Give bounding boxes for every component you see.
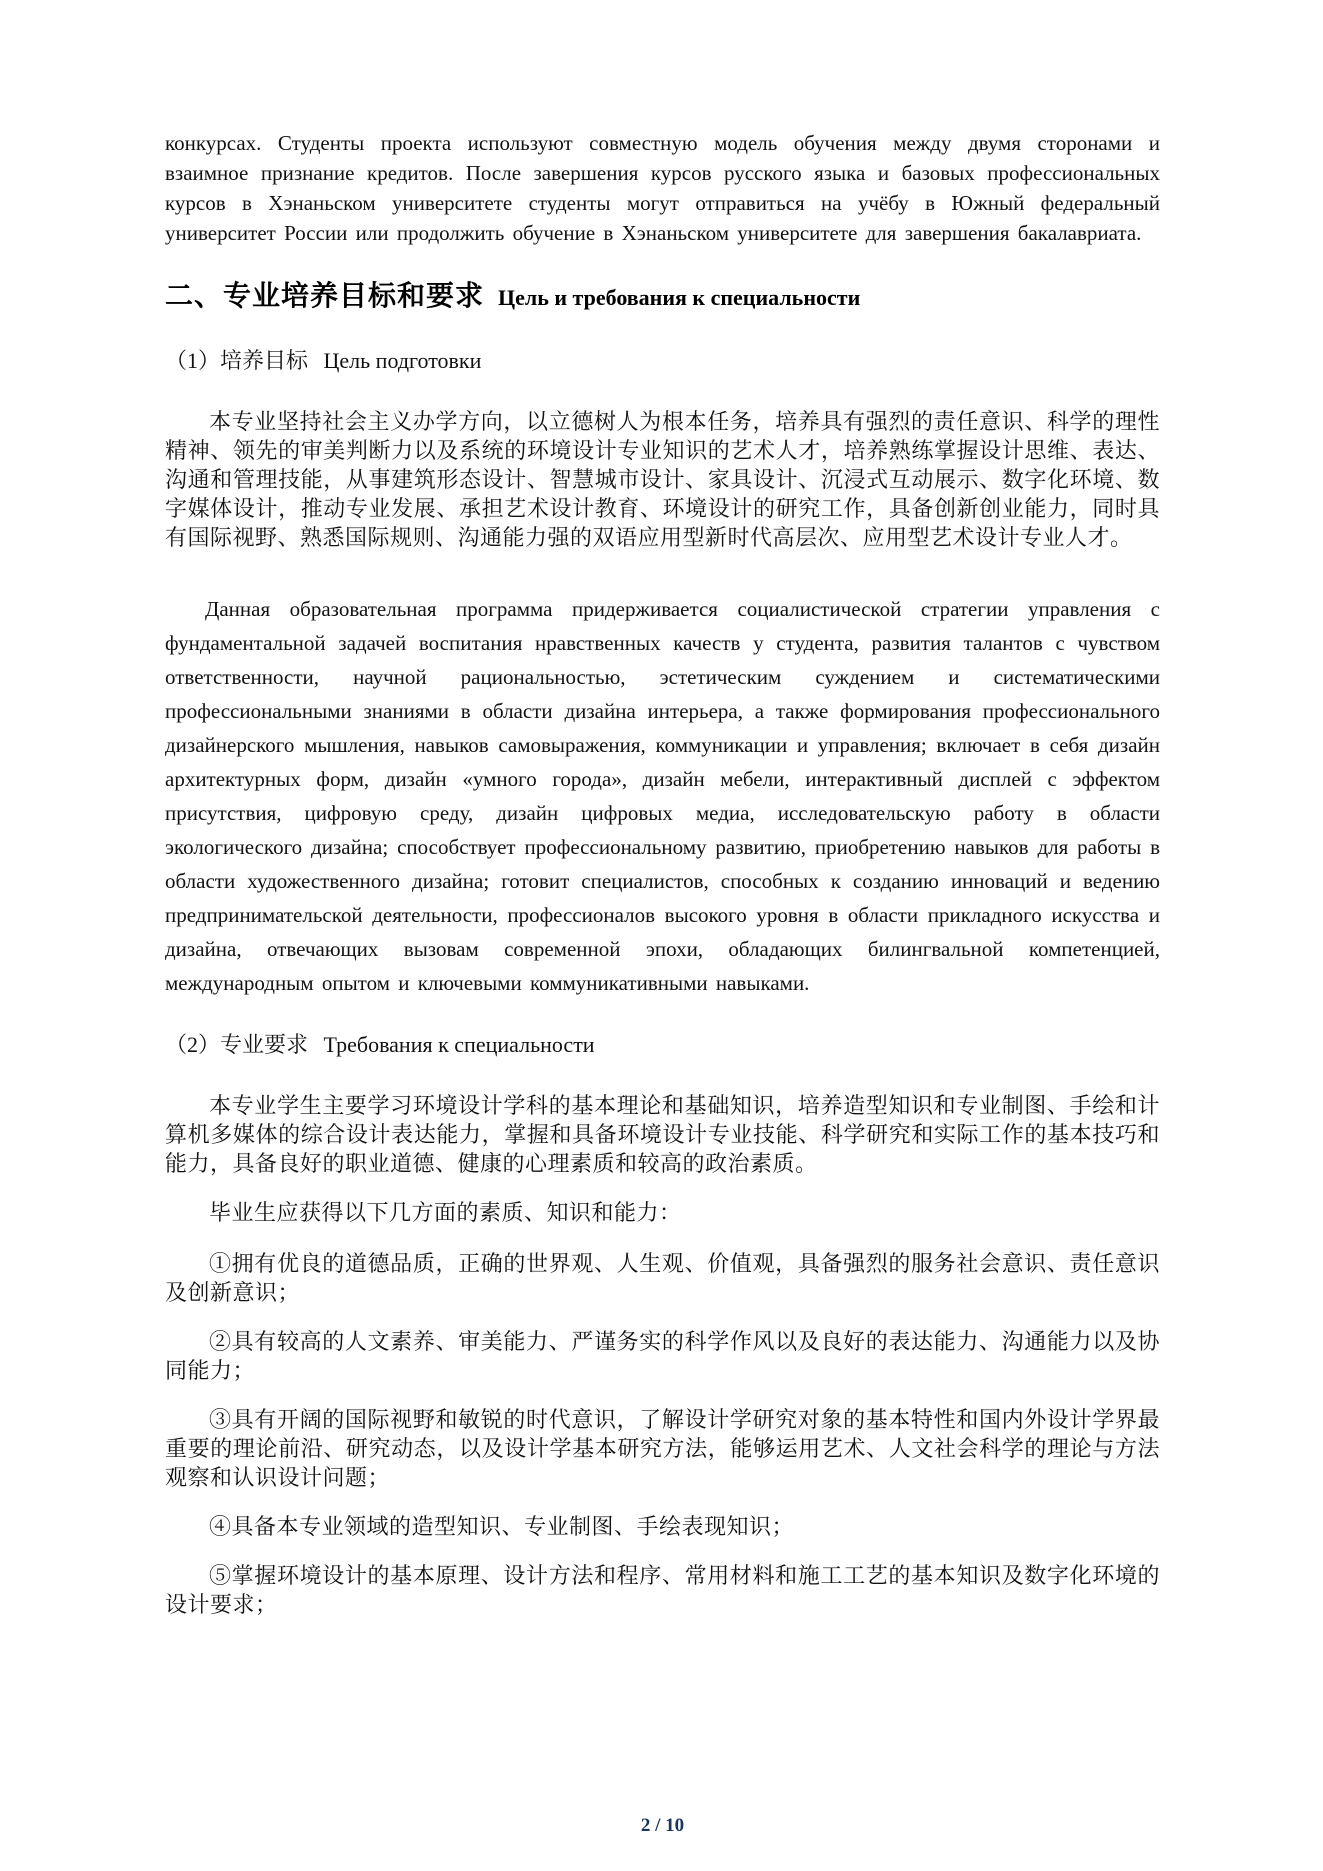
requirement-item-2: ②具有较高的人文素养、审美能力、严谨务实的科学作风以及良好的表达能力、沟通能力以及协同能力；	[165, 1329, 1160, 1383]
subsection-1-title-ru: Цель подготовки	[323, 348, 482, 373]
subsection-2-title-zh: （2）专业要求	[165, 1032, 309, 1057]
requirement-item-1: ①拥有优良的道德品质，正确的世界观、人生观、价值观，具备强烈的服务社会意识、责任意识及创新意识；	[165, 1251, 1160, 1305]
intro-paragraph: конкурсах. Студенты проекта используют совместную модель обучения между двумя сторонами и взаимное признание кредитов. После завершения курсов русского языка и базовых профессиональных курсов в Хэнаньском университете студенты могут отправиться на учёбу в Южный федеральный университет России или продолжить обучение в Хэнаньском университете для завершения бакалавриата.	[165, 131, 1160, 245]
subsection-2-title-ru: Требования к специальности	[323, 1032, 595, 1057]
requirement-item-3: ③具有开阔的国际视野和敏锐的时代意识，了解设计学研究对象的基本特性和国内外设计学界最重要的理论前沿、研究动态，以及设计学基本研究方法，能够运用艺术、人文社会科学的理论与方法观察和认识设计问题；	[165, 1407, 1160, 1490]
page-number: 2 / 10	[640, 1815, 685, 1836]
requirements-paragraph-zh: 本专业学生主要学习环境设计学科的基本理论和基础知识，培养造型知识和专业制图、手绘和计算机多媒体的综合设计表达能力，掌握和具备环境设计专业技能、科学研究和实际工作的基本技巧和能力，具备良好的职业道德、健康的心理素质和较高的政治素质。	[165, 1093, 1160, 1176]
subsection-1-title	[165, 344, 1160, 375]
graduate-abilities-lead: 毕业生应获得以下几方面的素质、知识和能力：	[209, 1200, 682, 1225]
subsection-2-title	[165, 1028, 1160, 1059]
requirement-item-4: ④具备本专业领域的造型知识、专业制图、手绘表现知识；	[209, 1514, 795, 1539]
page-footer	[165, 1785, 1160, 1837]
subsection-1-title-zh: （1）培养目标	[165, 348, 309, 373]
section-heading-ru: Цель и требования к специальности	[498, 285, 861, 310]
training-goal-paragraph-ru: Данная образовательная программа придерживается социалистической стратегии управления с фундаментальной задачей воспитания нравственных качеств у студента, развития талантов с чувством ответственности, научной рациональностью, эстетическим суждением и систематическими профессиональными знаниями в области дизайна интерьера, а также формирования профессионального дизайнерского мышления, навыков самовыражения, коммуникации и управления; включает в себя дизайн архитектурных форм, дизайн «умного города», дизайн мебели, интерактивный дисплей с эффектом присутствия, цифровую среду, дизайн цифровых медиа, исследовательскую работу в области экологического дизайна; способствует профессиональному развитию, приобретению навыков для работы в области художественного дизайна; готовит специалистов, способных к созданию инноваций и ведению предпринимательской деятельности, профессионалов высокого уровня в области прикладного искусства и дизайна, отвечающих вызовам современной эпохи, обладающих билингвальной компетенцией, международным опытом и ключевыми коммуникативными навыками.	[165, 597, 1160, 995]
section-heading-zh: 二、专业培养目标和要求	[165, 281, 485, 312]
requirement-item-5: ⑤掌握环境设计的基本原理、设计方法和程序、常用材料和施工工艺的基本知识及数字化环境的设计要求；	[165, 1563, 1160, 1617]
section-heading	[165, 274, 1160, 314]
training-goal-paragraph-zh: 本专业坚持社会主义办学方向，以立德树人为根本任务，培养具有强烈的责任意识、科学的理性精神、领先的审美判断力以及系统的环境设计专业知识的艺术人才，培养熟练掌握设计思维、表达、沟通和管理技能，从事建筑形态设计、智慧城市设计、家具设计、沉浸式互动展示、数字化环境、数字媒体设计，推动专业发展、承担艺术设计教育、环境设计的研究工作，具备创新创业能力，同时具有国际视野、熟悉国际规则、沟通能力强的双语应用型新时代高层次、应用型艺术设计专业人才。	[165, 409, 1160, 550]
